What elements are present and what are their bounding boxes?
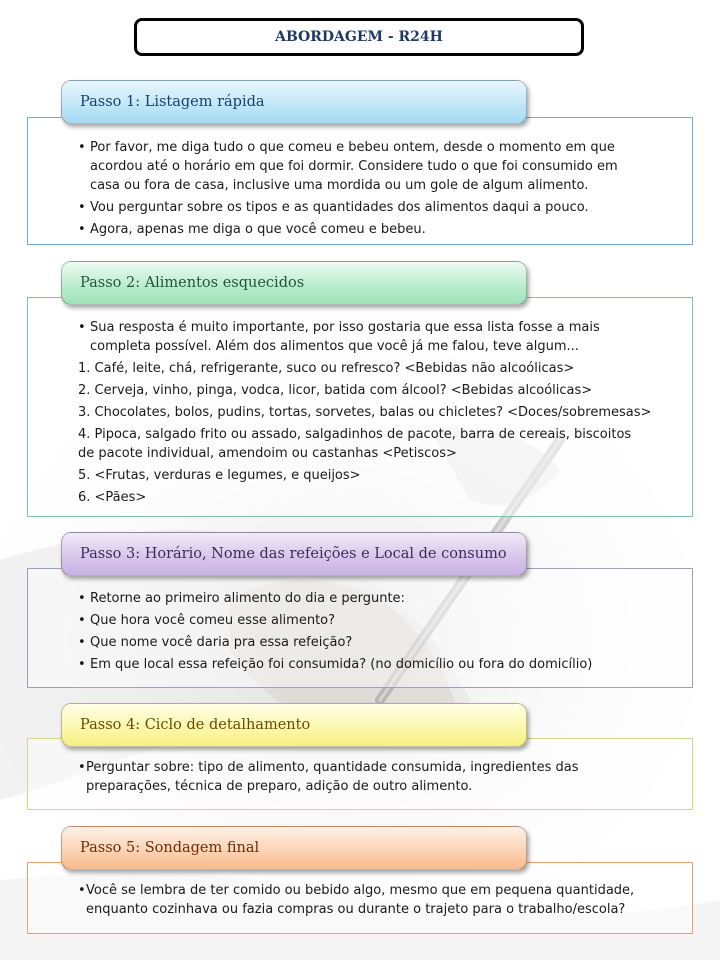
- step-1-label: Passo 1: Listagem rápida: [61, 80, 527, 124]
- step-3-label: Passo 3: Horário, Nome das refeições e Local de consumo: [61, 532, 527, 576]
- bullet-icon: •: [78, 883, 86, 898]
- bullet-icon: •: [78, 760, 86, 775]
- bullet-icon: •: [78, 635, 86, 650]
- step-4-label: Passo 4: Ciclo de detalhamento: [61, 703, 527, 747]
- step-4-text: • Perguntar sobre: tipo de alimento, quantidade consumida, ingredientes das preparações, técnica de preparo, adição de outro alimento.: [78, 760, 579, 794]
- bullet-icon: •: [78, 140, 86, 155]
- bullet-icon: •: [78, 222, 86, 237]
- bullet-icon: •: [78, 591, 86, 606]
- bullet-icon: •: [78, 657, 86, 672]
- bullet-icon: •: [78, 613, 86, 628]
- step-1-text: • Por favor, me diga tudo o que comeu e bebeu ontem, desde o momento em que acordou até o horário em que foi dormir. Considere tudo o que foi consumido em casa ou fora de casa, inclusive uma mordida ou um gole de algum alimento. • Vou perguntar sobre os tipos e as quantidades dos alimentos daqui a pouco. • Agora, apenas me diga o que você comeu e bebeu.: [78, 140, 618, 237]
- step-5-label: Passo 5: Sondagem final: [61, 826, 527, 870]
- step-5-text: • Você se lembra de ter comido ou bebido algo, mesmo que em pequena quantidade, enquanto cozinhava ou fazia compras ou durante o trajeto para o trabalho/escola?: [78, 883, 635, 917]
- bullet-icon: •: [78, 320, 86, 335]
- page-title: ABORDAGEM - R24H: [134, 18, 584, 56]
- step-2-label: Passo 2: Alimentos esquecidos: [61, 261, 527, 305]
- step-3-text: • Retorne ao primeiro alimento do dia e pergunte: • Que hora você comeu esse alimento? • Que nome você daria pra essa refeição? • Em que local essa refeição foi consumida? (no domicílio ou fora do domicílio): [78, 591, 593, 672]
- step-2-text: • Sua resposta é muito importante, por isso gostaria que essa lista fosse a mais completa possível. Além dos alimentos que você já me falou, teve algum... 1. Café, leite, chá, refrigerante, suco ou refresco? <Bebidas não alcoólicas> 2. Cerveja, vinho, pinga, vodca, licor, batida com álcool? <Bebidas alcoólicas> 3. Chocolates, bolos, pudins, tortas, sorvetes, balas ou chicletes? <Doces/sobremesas> 4. Pipoca, salgado frito ou assado, salgadinhos de pacote, barra de cereais, biscoitos de pacote individual, amendoim ou castanhas <Petiscos> 5. <Frutas, verduras e legumes, e queijos> 6. <Pães>: [78, 320, 652, 505]
- bullet-icon: •: [78, 200, 86, 215]
